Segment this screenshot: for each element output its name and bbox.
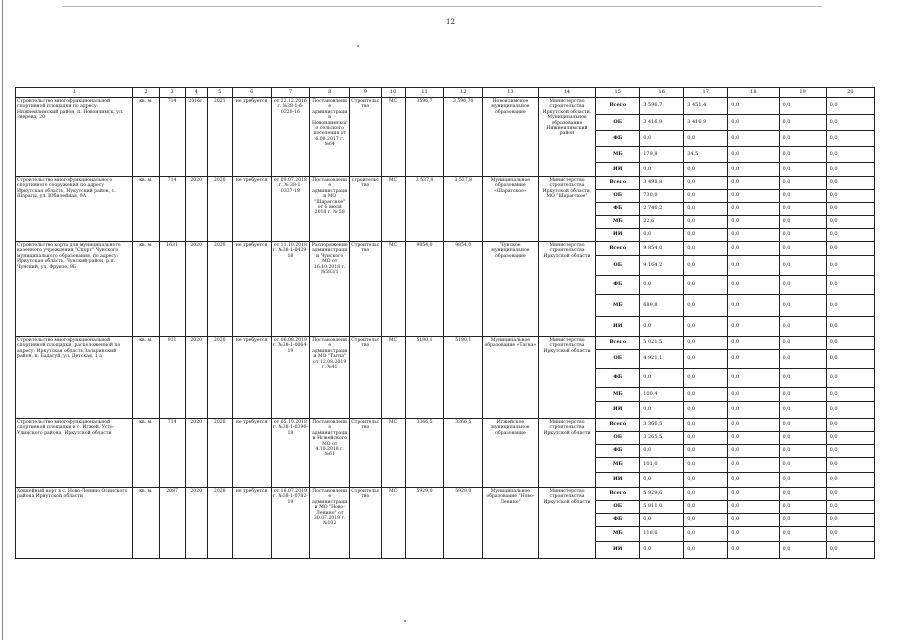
- funding-source-label: Всего: [596, 488, 640, 501]
- cost-cell: 3 537,8: [405, 177, 444, 242]
- work-type-cell: Строительство: [350, 419, 381, 488]
- funding-value: 0,0: [826, 98, 874, 115]
- ownership-cell: МС: [381, 242, 405, 337]
- column-number: 12: [444, 88, 483, 98]
- funding-value: 0,0: [779, 115, 826, 131]
- column-number: 14: [538, 88, 596, 98]
- funding-value: 2 746,2: [640, 203, 684, 216]
- end-year: 2021: [207, 98, 232, 177]
- start-year: 2020: [185, 488, 207, 559]
- capacity-cell: 911: [159, 337, 185, 419]
- funding-value: 0,0: [779, 317, 826, 337]
- funding-value: 0,0: [779, 388, 826, 402]
- funding-value: 0,0: [684, 216, 728, 229]
- end-year: 2020: [207, 177, 232, 242]
- expertise-cell: не требуется: [232, 419, 271, 488]
- funding-value: 0,0: [728, 190, 779, 203]
- funding-source-label: МБ: [596, 216, 640, 229]
- start-year: 2020: [185, 419, 207, 488]
- unit-cell: кв. м.: [133, 419, 159, 488]
- funding-source-label: ИИ: [596, 542, 640, 559]
- column-number: 8: [310, 88, 350, 98]
- funding-value: 0,0: [640, 542, 684, 559]
- funding-value: 5 021,5: [640, 337, 684, 350]
- customer-cell: Министерство строительства Иркутской области, МО "Шарагское": [538, 177, 596, 242]
- program-table: [15, 87, 875, 559]
- funding-source-label: ОБ: [596, 190, 640, 203]
- capacity-cell: 714: [159, 419, 185, 488]
- expertise-cell: не требуется: [232, 242, 271, 337]
- funding-value: 0,0: [779, 458, 826, 473]
- funding-source-label: ИИ: [596, 163, 640, 177]
- funding-value: 0,0: [728, 163, 779, 177]
- funding-value: 0,0: [826, 458, 874, 473]
- funding-value: 0,0: [779, 445, 826, 458]
- funding-value: 0,0: [728, 131, 779, 147]
- funding-value: 0,0: [826, 369, 874, 388]
- funding-value: 0,0: [728, 488, 779, 501]
- column-number: 20: [826, 88, 874, 98]
- object-name: Хоккейный корт в с. Ново-Ленино Осинского района Иркутской области: [16, 488, 133, 559]
- funding-value: 0,0: [728, 473, 779, 488]
- funding-value: 0,0: [779, 527, 826, 542]
- funding-value: 0,0: [640, 163, 684, 177]
- funding-value: 0,0: [728, 295, 779, 317]
- funding-value: 0,0: [684, 369, 728, 388]
- funding-source-label: Всего: [596, 98, 640, 115]
- scan-top-line: [62, 6, 822, 7]
- funding-value: 0,0: [779, 337, 826, 350]
- funding-value: 9 854,0: [640, 242, 684, 256]
- funding-value: 0,0: [728, 98, 779, 115]
- funding-value: 0,0: [684, 203, 728, 216]
- funding-value: 0,0: [684, 419, 728, 432]
- unit-cell: кв. м.: [133, 177, 159, 242]
- funding-value: 689,8: [640, 295, 684, 317]
- funding-source-label: ИИ: [596, 317, 640, 337]
- funding-value: 0,0: [826, 131, 874, 147]
- funding-value: 0,0: [684, 488, 728, 501]
- funding-value: 0,0: [779, 131, 826, 147]
- column-number: 17: [684, 88, 728, 98]
- page-number: 12: [446, 18, 455, 26]
- capacity-cell: 714: [159, 98, 185, 177]
- funding-value: 0,0: [826, 203, 874, 216]
- remaining-cost-cell: 5929,0: [444, 488, 483, 559]
- funding-value: 3 416,9: [684, 115, 728, 131]
- funding-value: 0,0: [684, 542, 728, 559]
- funding-value: 0,0: [826, 473, 874, 488]
- funding-source-label: МБ: [596, 147, 640, 163]
- funding-value: 0,0: [728, 115, 779, 131]
- funding-value: 0,0: [728, 388, 779, 402]
- column-number: 1: [16, 88, 133, 98]
- funding-value: 0,0: [728, 419, 779, 432]
- funding-value: 0,0: [826, 177, 874, 190]
- funding-value: 0,0: [684, 458, 728, 473]
- funding-value: 0,0: [684, 501, 728, 514]
- object-name: Строительство многофункциональной спортивной площадки по адресу: Нижнеилимский район, п. Новоилимск, ул. Зверева, 20: [16, 98, 133, 177]
- funding-value: 0,0: [728, 216, 779, 229]
- funding-value: 0,0: [779, 229, 826, 242]
- funding-value: 0,0: [826, 256, 874, 276]
- funding-value: 0,0: [826, 163, 874, 177]
- column-number: 15: [596, 88, 640, 98]
- expertise-cell: не требуется: [232, 98, 271, 177]
- column-number: 5: [207, 88, 232, 98]
- funding-value: 0,0: [684, 163, 728, 177]
- document-cell: Постановление администрации МО "Шарагское" от 6 июля 2018 г. № 58: [310, 177, 350, 242]
- customer-cell: Министерство строительства Иркутской области: [538, 419, 596, 488]
- funding-value: 0,0: [728, 432, 779, 445]
- funding-value: 34,5: [684, 147, 728, 163]
- start-year: 2020: [185, 337, 207, 419]
- funding-value: 3 451,4: [684, 98, 728, 115]
- funding-value: 0,0: [684, 131, 728, 147]
- document-cell: Распоряжение администрации Чунского МО от 16.10.2018 г. №583/1: [310, 242, 350, 337]
- funding-source-label: Всего: [596, 177, 640, 190]
- developer-cell: Муниципальное образование "Ново-Ленино": [483, 488, 539, 559]
- funding-value: 0,0: [728, 147, 779, 163]
- ownership-cell: МС: [381, 488, 405, 559]
- funding-value: 0,0: [826, 242, 874, 256]
- funding-source-label: Всего: [596, 242, 640, 256]
- document-cell: Постановление администрации МО "Ново-Ленино" от 30.07.2019 г. №102: [310, 488, 350, 559]
- unit-cell: кв. м.: [133, 488, 159, 559]
- developer-cell: Муниципальное образование «Тагна»: [483, 337, 539, 419]
- ownership-cell: МС: [381, 337, 405, 419]
- funding-value: 0,0: [640, 229, 684, 242]
- start-year: 2020: [185, 177, 207, 242]
- funding-value: 101,0: [640, 458, 684, 473]
- funding-value: 0,0: [826, 527, 874, 542]
- funding-source-label: МБ: [596, 295, 640, 317]
- funding-value: 0,0: [684, 473, 728, 488]
- funding-value: 0,0: [779, 514, 826, 527]
- funding-value: 0,0: [728, 256, 779, 276]
- funding-source-label: ФБ: [596, 131, 640, 147]
- column-number: 13: [483, 88, 539, 98]
- funding-source-label: ИИ: [596, 473, 640, 488]
- funding-value: 0,0: [640, 402, 684, 419]
- end-year: 2020: [207, 488, 232, 559]
- customer-cell: Министерство строительства Иркутской области, Муниципальное образование Нижнеилимский район: [538, 98, 596, 177]
- end-year: 2020: [207, 337, 232, 419]
- developer-cell: Игжейское муниципальное образование: [483, 419, 539, 488]
- unit-cell: кв. м.: [133, 98, 159, 177]
- funding-value: 3 596,7: [640, 98, 684, 115]
- funding-value: 0,0: [826, 115, 874, 131]
- funding-value: 0,0: [779, 147, 826, 163]
- column-number: 10: [381, 88, 405, 98]
- funding-value: 3 366,5: [640, 419, 684, 432]
- start-year: 2020: [185, 242, 207, 337]
- funding-value: 22,6: [640, 216, 684, 229]
- column-number: 6: [232, 88, 271, 98]
- funding-value: 0,0: [779, 295, 826, 317]
- developer-cell: Чунское муниципальное образование: [483, 242, 539, 337]
- funding-value: 0,0: [826, 488, 874, 501]
- customer-cell: Министерство строительства Иркутской области: [538, 242, 596, 337]
- permit-cell: от 09.07.2018 г. № 38-1-0337-18: [271, 177, 310, 242]
- funding-value: 0,0: [684, 337, 728, 350]
- funding-value: 0,0: [684, 445, 728, 458]
- table-row: [16, 337, 875, 350]
- funding-value: 5 811,0: [640, 501, 684, 514]
- end-year: 2020: [207, 242, 232, 337]
- funding-value: 5 929,6: [640, 488, 684, 501]
- capacity-cell: 1631: [159, 242, 185, 337]
- funding-value: 0,0: [684, 256, 728, 276]
- funding-value: 0,0: [779, 350, 826, 369]
- column-number: 16: [640, 88, 684, 98]
- funding-value: 0,0: [684, 527, 728, 542]
- funding-value: 0,0: [826, 337, 874, 350]
- funding-source-label: ОБ: [596, 350, 640, 369]
- scan-left-edge: [2, 0, 3, 640]
- funding-value: 0,0: [779, 163, 826, 177]
- funding-value: 0,0: [779, 216, 826, 229]
- funding-value: 0,0: [826, 432, 874, 445]
- remaining-cost-cell: 3 596,70: [444, 98, 483, 177]
- cost-cell: 5180,1: [405, 337, 444, 419]
- start-year: 2016г.: [185, 98, 207, 177]
- cost-cell: 5929,0: [405, 488, 444, 559]
- funding-value: 3 265,5: [640, 432, 684, 445]
- funding-value: 0,0: [779, 542, 826, 559]
- funding-value: 0,0: [684, 350, 728, 369]
- funding-value: 0,0: [684, 242, 728, 256]
- funding-value: 0,0: [826, 501, 874, 514]
- funding-value: 0,0: [728, 542, 779, 559]
- funding-value: 0,0: [728, 458, 779, 473]
- unit-cell: кв. м.: [133, 242, 159, 337]
- expertise-cell: не требуется: [232, 177, 271, 242]
- funding-value: 0,0: [728, 229, 779, 242]
- scan-speck: [357, 45, 359, 47]
- funding-value: 0,0: [779, 242, 826, 256]
- funding-source-label: ИИ: [596, 229, 640, 242]
- funding-value: 0,0: [728, 337, 779, 350]
- cost-cell: 9854,0: [405, 242, 444, 337]
- funding-value: 0,0: [826, 147, 874, 163]
- funding-value: 0,0: [728, 402, 779, 419]
- object-name: Строительство многофункциональной спортивной площадки, расположенной по адресу: Иркутская область,Заларинский район, п. Бадагуй, ул. Детская, 1 а: [16, 337, 133, 419]
- funding-value: 0,0: [728, 527, 779, 542]
- funding-source-label: ФБ: [596, 203, 640, 216]
- funding-value: 0,0: [779, 369, 826, 388]
- permit-cell: от 06.08.2019 г. №38-1-0064-19: [271, 337, 310, 419]
- funding-value: 0,0: [684, 317, 728, 337]
- work-type-cell: Строительство: [350, 488, 381, 559]
- funding-value: 0,0: [826, 190, 874, 203]
- work-type-cell: Строительство: [350, 242, 381, 337]
- funding-value: 0,0: [728, 501, 779, 514]
- funding-value: 0,0: [684, 514, 728, 527]
- scan-speck: [404, 620, 406, 622]
- funding-value: 0,0: [826, 514, 874, 527]
- column-number: 11: [405, 88, 444, 98]
- ownership-cell: МС: [381, 98, 405, 177]
- funding-value: 0,0: [684, 388, 728, 402]
- funding-value: 9 164,2: [640, 256, 684, 276]
- table-row: [16, 98, 875, 115]
- funding-value: 0,0: [728, 276, 779, 295]
- customer-cell: Министерство строительства Иркутской области: [538, 488, 596, 559]
- developer-cell: Новоилимское муниципальное образование: [483, 98, 539, 177]
- funding-value: 179,8: [640, 147, 684, 163]
- funding-source-label: ИИ: [596, 402, 640, 419]
- document-cell: Постановление администрации МО "Тагна" от 12.08.2019 г. №41: [310, 337, 350, 419]
- funding-value: 0,0: [728, 514, 779, 527]
- work-type-cell: строительство: [350, 177, 381, 242]
- funding-value: 0,0: [640, 473, 684, 488]
- column-number: 9: [350, 88, 381, 98]
- table-row: [16, 488, 875, 501]
- funding-source-label: ОБ: [596, 432, 640, 445]
- funding-value: 3 416,9: [640, 115, 684, 131]
- permit-cell: от 11.10.2018 г. №38-1-0439-18: [271, 242, 310, 337]
- column-number: 3: [159, 88, 185, 98]
- funding-value: 0,0: [728, 445, 779, 458]
- funding-value: 0,0: [826, 216, 874, 229]
- permit-cell: от 05.10.2018 г. №38-1-0396-18: [271, 419, 310, 488]
- funding-value: 0,0: [640, 317, 684, 337]
- table-row: [16, 177, 875, 190]
- table-row: [16, 419, 875, 432]
- funding-value: 0,0: [728, 369, 779, 388]
- funding-source-label: МБ: [596, 458, 640, 473]
- funding-value: 730,0: [640, 190, 684, 203]
- funding-source-label: Всего: [596, 419, 640, 432]
- funding-value: 0,0: [779, 402, 826, 419]
- funding-source-label: ФБ: [596, 276, 640, 295]
- ownership-cell: МС: [381, 177, 405, 242]
- cost-cell: 3596,7: [405, 98, 444, 177]
- funding-value: 0,0: [826, 317, 874, 337]
- object-name: Строительство многофункционального спортивного сооружения по адресу Иркутская область, Нукутский район, с. Шарагы, ул. Юбилейная, 9А: [16, 177, 133, 242]
- funding-value: 3 498,8: [640, 177, 684, 190]
- end-year: 2020: [207, 419, 232, 488]
- funding-value: 0,0: [640, 131, 684, 147]
- funding-value: 0,0: [640, 369, 684, 388]
- funding-value: 0,0: [684, 177, 728, 190]
- funding-value: 0,0: [826, 350, 874, 369]
- funding-value: 0,0: [640, 276, 684, 295]
- cost-cell: 3366,5: [405, 419, 444, 488]
- funding-value: 0,0: [779, 276, 826, 295]
- funding-source-label: ОБ: [596, 501, 640, 514]
- funding-value: 0,0: [779, 190, 826, 203]
- funding-value: 0,0: [728, 177, 779, 190]
- column-number: 18: [728, 88, 779, 98]
- funding-value: 0,0: [779, 98, 826, 115]
- funding-value: 0,0: [640, 514, 684, 527]
- funding-value: 0,0: [640, 445, 684, 458]
- funding-value: 0,0: [779, 256, 826, 276]
- funding-value: 0,0: [779, 501, 826, 514]
- remaining-cost-cell: 3 537,8: [444, 177, 483, 242]
- expertise-cell: не требуется: [232, 337, 271, 419]
- capacity-cell: 714: [159, 177, 185, 242]
- funding-value: 0,0: [779, 473, 826, 488]
- funding-value: 0,0: [728, 242, 779, 256]
- funding-value: 0,0: [779, 419, 826, 432]
- remaining-cost-cell: 3366,5: [444, 419, 483, 488]
- funding-source-label: МБ: [596, 527, 640, 542]
- funding-value: 0,0: [779, 488, 826, 501]
- funding-source-label: МБ: [596, 388, 640, 402]
- funding-value: 4 921,1: [640, 350, 684, 369]
- funding-source-label: ФБ: [596, 514, 640, 527]
- permit-cell: от 22.12.2016 г. №38-1-6-0220-16: [271, 98, 310, 177]
- funding-source-label: ФБ: [596, 445, 640, 458]
- remaining-cost-cell: 5180,1: [444, 337, 483, 419]
- funding-value: 0,0: [779, 203, 826, 216]
- column-number-row: [16, 88, 875, 98]
- document-cell: Постановление администрации Новоилимского сельского поселения от 6.08.2017 г. №64: [310, 98, 350, 177]
- column-number: 19: [779, 88, 826, 98]
- work-type-cell: Строительство: [350, 98, 381, 177]
- funding-source-label: ОБ: [596, 115, 640, 131]
- funding-value: 0,0: [779, 432, 826, 445]
- column-number: 4: [185, 88, 207, 98]
- funding-source-label: ОБ: [596, 256, 640, 276]
- column-number: 7: [271, 88, 310, 98]
- capacity-cell: 2087: [159, 488, 185, 559]
- funding-value: 0,0: [684, 190, 728, 203]
- work-type-cell: Строительство: [350, 337, 381, 419]
- funding-value: 0,0: [826, 388, 874, 402]
- customer-cell: Министерство строительства Иркутской области: [538, 337, 596, 419]
- object-name: Строительство корта для муниципального казенного учреждения "Спорт" Чунского муниципального образования, по адресу: Иркутская область, Чунский район, р.п. Чунский, ул. Фрунзе, 9Б: [16, 242, 133, 337]
- funding-value: 0,0: [826, 402, 874, 419]
- funding-value: 0,0: [684, 295, 728, 317]
- funding-value: 118,6: [640, 527, 684, 542]
- remaining-cost-cell: 9854,0: [444, 242, 483, 337]
- funding-value: 0,0: [728, 350, 779, 369]
- funding-value: 0,0: [779, 177, 826, 190]
- funding-value: 0,0: [826, 295, 874, 317]
- ownership-cell: МС: [381, 419, 405, 488]
- permit-cell: от 16.07.2019 г. №38-1-0782-19: [271, 488, 310, 559]
- funding-value: 0,0: [684, 402, 728, 419]
- funding-source-label: Всего: [596, 337, 640, 350]
- table-row: [16, 242, 875, 256]
- document-cell: Постановление администрации Игжейского МО от 4.10.2018 г. №61: [310, 419, 350, 488]
- unit-cell: кв. м.: [133, 337, 159, 419]
- object-name: Строительство многофункциональной спортивной площадки в с. Игжей, Усть-Удинского района, Иркутской области: [16, 419, 133, 488]
- funding-value: 0,0: [684, 229, 728, 242]
- funding-value: 0,0: [826, 229, 874, 242]
- funding-value: 0,0: [826, 276, 874, 295]
- funding-value: 0,0: [826, 445, 874, 458]
- funding-source-label: ФБ: [596, 369, 640, 388]
- funding-value: 0,0: [728, 317, 779, 337]
- funding-value: 0,0: [826, 542, 874, 559]
- funding-value: 0,0: [826, 419, 874, 432]
- column-number: 2: [133, 88, 159, 98]
- funding-value: 0,0: [728, 203, 779, 216]
- funding-value: 0,0: [684, 276, 728, 295]
- funding-value: 100,4: [640, 388, 684, 402]
- developer-cell: Муниципальное образование «Шарагское»: [483, 177, 539, 242]
- funding-value: 0,0: [684, 432, 728, 445]
- expertise-cell: не требуется: [232, 488, 271, 559]
